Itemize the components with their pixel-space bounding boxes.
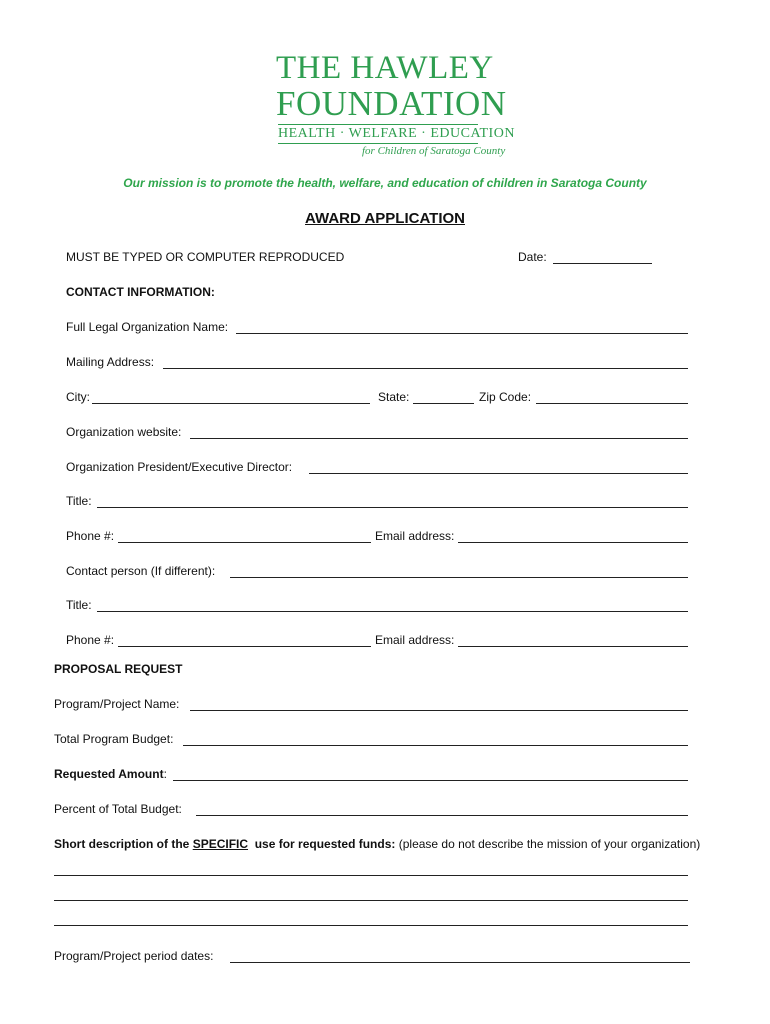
proposal-heading: PROPOSAL REQUEST — [54, 662, 183, 676]
logo-line-3: HEALTH · WELFARE · EDUCATION — [278, 126, 515, 141]
program-name-field[interactable] — [190, 710, 688, 711]
email-label-1: Email address: — [375, 529, 455, 543]
email-field-1[interactable] — [458, 542, 688, 543]
org-name-field[interactable] — [236, 333, 688, 334]
logo-line-4: for Children of Saratoga County — [362, 145, 506, 157]
total-budget-field[interactable] — [183, 745, 688, 746]
program-name-label: Program/Project Name: — [54, 697, 180, 711]
email-label-2: Email address: — [375, 633, 455, 647]
zip-field[interactable] — [536, 403, 688, 404]
state-label: State: — [378, 390, 410, 404]
logo-rule-top — [278, 124, 478, 125]
period-dates-label: Program/Project period dates: — [54, 949, 214, 963]
org-name-label: Full Legal Organization Name: — [66, 320, 229, 334]
description-bold-2: use for requested funds: — [254, 837, 396, 851]
logo-line-1: THE HAWLEY — [276, 50, 494, 86]
contact-heading: CONTACT INFORMATION: — [66, 285, 215, 299]
phone-field-2[interactable] — [118, 646, 371, 647]
phone-label-1: Phone #: — [66, 529, 115, 543]
page-title: AWARD APPLICATION — [305, 210, 465, 227]
contact-person-label: Contact person (If different): — [66, 564, 216, 578]
mailing-address-field[interactable] — [163, 368, 688, 369]
mission-statement: Our mission is to promote the health, welfare, and education of children in Saratoga County — [123, 176, 647, 190]
requested-amount-text: Requested Amount — [54, 767, 164, 781]
description-specific: SPECIFIC — [192, 837, 249, 851]
total-budget-label: Total Program Budget: — [54, 732, 174, 746]
zip-label: Zip Code: — [479, 390, 532, 404]
percent-field[interactable] — [196, 815, 688, 816]
description-line-3[interactable] — [54, 925, 688, 926]
email-field-2[interactable] — [458, 646, 688, 647]
mailing-address-label: Mailing Address: — [66, 355, 155, 369]
president-field[interactable] — [309, 473, 688, 474]
website-label: Organization website: — [66, 425, 182, 439]
description-label — [54, 837, 700, 851]
foundation-logo — [276, 50, 515, 162]
title-label-2: Title: — [66, 598, 92, 612]
description-line-1[interactable] — [54, 875, 688, 876]
date-field[interactable] — [553, 263, 652, 264]
city-field[interactable] — [92, 403, 370, 404]
contact-person-field[interactable] — [230, 577, 688, 578]
website-field[interactable] — [190, 438, 688, 439]
city-label: City: — [66, 390, 90, 404]
percent-label: Percent of Total Budget: — [54, 802, 182, 816]
requested-amount-colon: : — [163, 767, 167, 781]
requested-amount-label — [54, 767, 167, 781]
president-label: Organization President/Executive Director: — [66, 460, 293, 474]
title-field-2[interactable] — [97, 611, 688, 612]
instruction-text: MUST BE TYPED OR COMPUTER REPRODUCED — [66, 250, 345, 264]
description-line-2[interactable] — [54, 900, 688, 901]
description-note: (please do not describe the mission of your organization) — [398, 837, 701, 851]
phone-field-1[interactable] — [118, 542, 371, 543]
state-field[interactable] — [413, 403, 474, 404]
description-bold-1: Short description of the — [54, 837, 190, 851]
period-dates-field[interactable] — [230, 962, 690, 963]
logo-line-2: FOUNDATION — [276, 84, 507, 123]
date-label: Date: — [518, 250, 547, 264]
logo-rule-bottom — [278, 143, 478, 144]
phone-label-2: Phone #: — [66, 633, 115, 647]
requested-amount-field[interactable] — [173, 780, 688, 781]
title-field-1[interactable] — [97, 507, 688, 508]
title-label-1: Title: — [66, 494, 92, 508]
